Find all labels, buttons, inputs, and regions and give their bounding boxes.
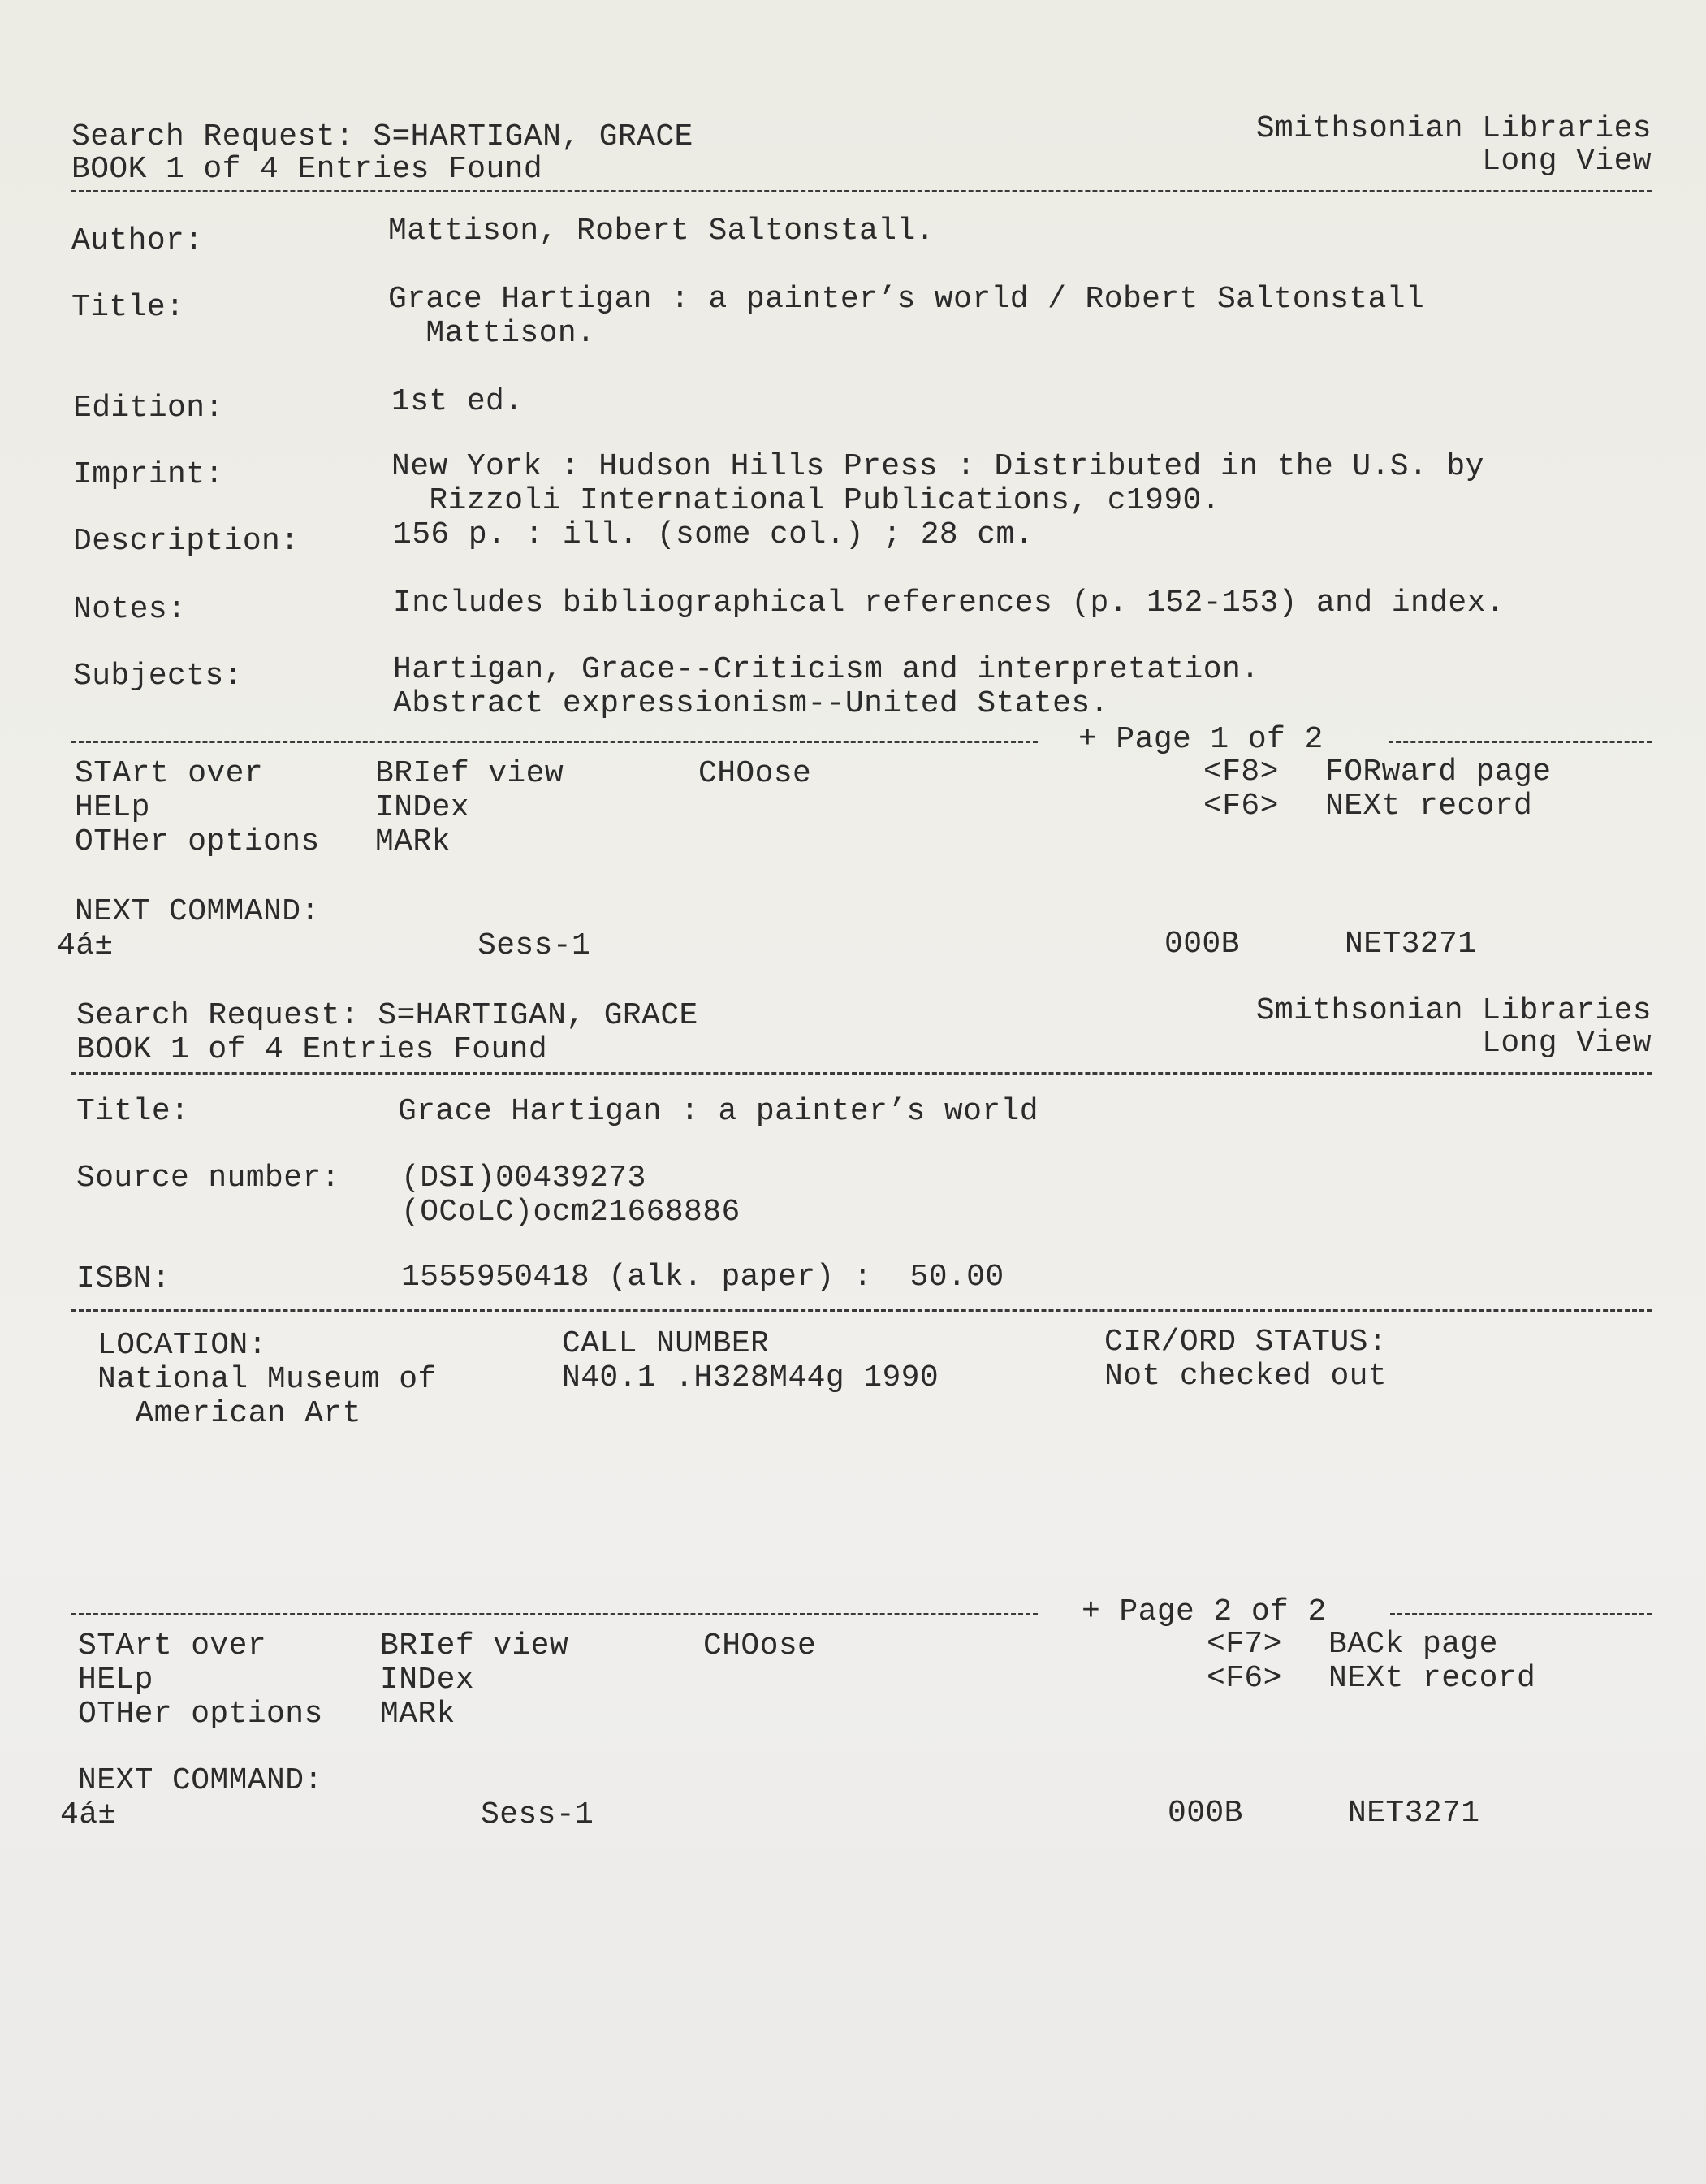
field-value-title: Grace Hartigan : a painter’s world: [398, 1094, 1039, 1129]
field-label-author: Author:: [71, 223, 204, 258]
holdings-header-status: CIR/ORD STATUS:: [1104, 1325, 1388, 1360]
holdings-location-cont: American Art: [97, 1396, 361, 1431]
key-f8[interactable]: <F8>: [1203, 755, 1279, 789]
view-mode: Long View: [1482, 144, 1652, 179]
field-value-subject-2: Abstract expressionism--United States.: [393, 686, 1109, 721]
key-f6[interactable]: <F6>: [1207, 1661, 1282, 1696]
next-command-label: NEXT COMMAND:: [78, 1763, 323, 1798]
network-id: NET3271: [1345, 927, 1477, 962]
cmd-other-options[interactable]: OTHer options: [78, 1697, 323, 1732]
cmd-brief-view[interactable]: BRIef view: [375, 756, 564, 791]
field-value-subject-1: Hartigan, Grace--Criticism and interpretation.: [393, 652, 1260, 687]
cmd-start-over[interactable]: STArt over: [78, 1628, 267, 1663]
field-value-edition: 1st ed.: [391, 384, 524, 419]
header-divider: [71, 1072, 1652, 1075]
session-id: Sess-1: [481, 1797, 594, 1832]
cmd-back-page[interactable]: BACk page: [1328, 1627, 1498, 1662]
field-label-subjects: Subjects:: [73, 659, 243, 694]
field-value-imprint-cont: Rizzoli International Publications, c1990.: [391, 483, 1220, 518]
field-value-isbn: 1555950418 (alk. paper) : 50.00: [401, 1260, 1004, 1295]
view-mode: Long View: [1482, 1026, 1652, 1061]
cmd-next-record[interactable]: NEXt record: [1328, 1661, 1536, 1696]
field-label-source-number: Source number:: [76, 1161, 340, 1196]
cmd-start-over[interactable]: STArt over: [75, 756, 264, 791]
field-value-imprint: New York : Hudson Hills Press : Distributed in the U.S. by: [391, 449, 1484, 484]
status-code: 000B: [1168, 1796, 1243, 1831]
cmd-help[interactable]: HELp: [75, 790, 150, 825]
holdings-header-call-number: CALL NUMBER: [562, 1326, 770, 1361]
entries-found: BOOK 1 of 4 Entries Found: [76, 1032, 548, 1067]
field-value-author: Mattison, Robert Saltonstall.: [388, 214, 935, 249]
cmd-help[interactable]: HELp: [78, 1663, 153, 1697]
holdings-location: National Museum of: [97, 1362, 437, 1397]
cmd-brief-view[interactable]: BRIef view: [380, 1628, 569, 1663]
cmd-forward-page[interactable]: FORward page: [1325, 755, 1552, 789]
key-f7[interactable]: <F7>: [1207, 1627, 1282, 1662]
library-name: Smithsonian Libraries: [1255, 993, 1652, 1028]
network-id: NET3271: [1348, 1796, 1480, 1831]
library-name: Smithsonian Libraries: [1255, 111, 1652, 146]
field-value-source-1: (DSI)00439273: [401, 1161, 646, 1196]
cmd-mark[interactable]: MARk: [380, 1697, 456, 1732]
field-value-notes: Includes bibliographical references (p. 152-153) and index.: [393, 586, 1505, 621]
cmd-mark[interactable]: MARk: [375, 824, 451, 859]
field-value-description: 156 p. : ill. (some col.) ; 28 cm.: [393, 517, 1034, 552]
footer-divider-right: [1389, 741, 1652, 743]
cmd-index[interactable]: INDex: [375, 790, 470, 825]
entries-found: BOOK 1 of 4 Entries Found: [71, 152, 543, 187]
status-code: 000B: [1164, 927, 1240, 962]
holdings-status: Not checked out: [1104, 1359, 1388, 1394]
page-indicator: + Page 1 of 2: [1078, 722, 1324, 757]
footer-divider-right: [1390, 1613, 1652, 1615]
key-f6[interactable]: <F6>: [1203, 789, 1279, 824]
session-id: Sess-1: [477, 928, 591, 963]
field-label-description: Description:: [73, 524, 300, 559]
cmd-next-record[interactable]: NEXt record: [1325, 789, 1533, 824]
header-divider: [71, 190, 1652, 192]
command-input[interactable]: 4á±: [60, 1797, 117, 1832]
field-value-source-2: (OCoLC)ocm21668886: [401, 1195, 741, 1230]
command-input[interactable]: 4á±: [57, 928, 114, 963]
field-label-title: Title:: [71, 290, 185, 325]
field-value-title: Grace Hartigan : a painter’s world / Robert Saltonstall: [388, 282, 1425, 317]
next-command-label: NEXT COMMAND:: [75, 894, 320, 929]
cmd-choose[interactable]: CHOose: [703, 1628, 817, 1663]
field-label-imprint: Imprint:: [73, 457, 224, 492]
holdings-header-location: LOCATION:: [97, 1328, 267, 1363]
footer-divider-left: [71, 1613, 1038, 1615]
search-request: Search Request: S=HARTIGAN, GRACE: [71, 119, 693, 154]
page-indicator: + Page 2 of 2: [1082, 1594, 1327, 1629]
field-value-title-cont: Mattison.: [388, 316, 596, 351]
field-label-isbn: ISBN:: [76, 1261, 171, 1296]
cmd-other-options[interactable]: OTHer options: [75, 824, 320, 859]
field-label-title: Title:: [76, 1094, 190, 1129]
holdings-call-number: N40.1 .H328M44g 1990: [562, 1360, 939, 1395]
cmd-choose[interactable]: CHOose: [698, 756, 812, 791]
holdings-divider: [71, 1309, 1652, 1312]
cmd-index[interactable]: INDex: [380, 1663, 475, 1697]
footer-divider-left: [71, 741, 1038, 743]
field-label-notes: Notes:: [73, 592, 187, 627]
field-label-edition: Edition:: [73, 391, 224, 426]
search-request: Search Request: S=HARTIGAN, GRACE: [76, 998, 698, 1033]
